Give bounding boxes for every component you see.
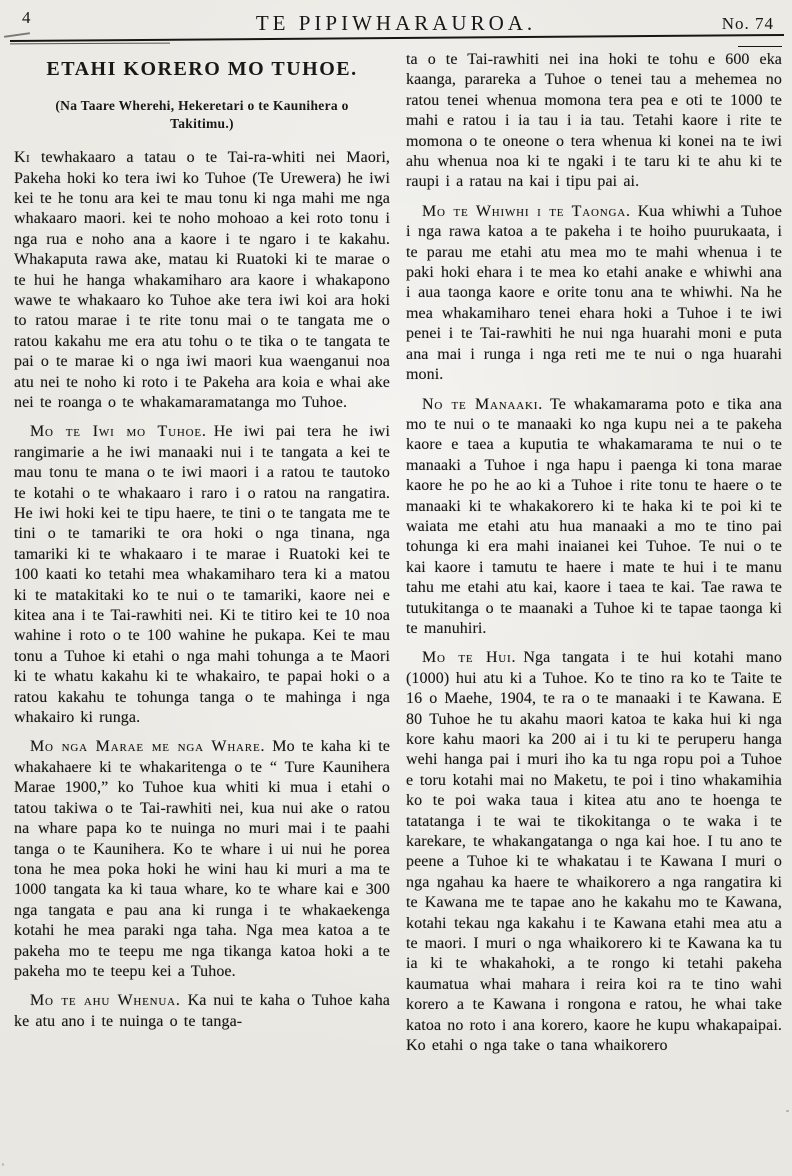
paragraph: Mo te Whiwhi i te Taonga. Kua whiwhi a Tuhoe i nga rawa katoa a te pakeha i te hoiho puurukaata, i te parau me etahi atu mea mo te mahi whenua i te paki hoki ehara i te mea ko etahi anake e whiwhi ana i aua taonga kaore e orite tonu ana te whiwhi. Na he mea whakamiharo tenei ehara hoki a Tuhoe i te iwi penei i te Tai-rawhiti he nui nga huarahi moni e puta ana mai i runga i nga reti me te nui o nga huarahi moni. <box>406 202 782 384</box>
section-heading: Mo te Iwi mo Tuhoe. <box>30 423 207 441</box>
issue-underline <box>738 46 782 47</box>
paragraph: ta o te Tai-rawhiti nei ina hoki te tohu e 600 eka kaanga, parareka a Tuhoe o tenei tau a mehemea no ratou tenei whenua momona tera pea e oti te 1000 te mahi e ratou i ia tau i ia tau. Tetahi kaore i rite te momona o te oneone o tera whenua ki konei na te iwi ahu whenua noa ki te ngaki i te taru ki te ahu ki te raupi i a ratau na kai i tipu pai ai. <box>406 51 782 191</box>
scan-artifact <box>786 1110 789 1112</box>
paragraph: Mo te Hui. Nga tangata i te hui kotahi mano (1000) hui atu ki a Tuhoe. Ko te tino ra ko te Taite te 16 o Maehe, 1904, te ra o te manaaki i te Kawana. E 80 Tuhoe he tu akahu maori katoa te kaka hui ki nga kore kahu maori ka 200 ai i tu ki te peruperu hanga wehi hanga pai i muri iho ka tu nga ropu poi a Tuhoe e toru kotahi mai no Maketu, te poi i tino whakamihia ko te poi waka taua i kitea atu ano te hoenga te tatatanga i te wai te tikokitanga o te waka i te karekare, te whakangatanga o nga kai hoe. I tu ano te peene a Tuhoe ki te whakatau i te Kawana I muri o nga ngahau ka haere te whaikorero a nga rangatira ki te Kawana me te tapae ano he kakahu mo te Kawana, kotahi tekau nga kakahu i te Kawana etahi mea atu a te maori. I muri o nga whaikorero ki te Kawana ka tu ia ki te whakahoki, a te rongo ki tetahi pakeha kaumatua whai mahara i reira koi ra te tino wahi korero a te Kawana i rongona e ratou, he whai take katoa no roto i ana korero, kaore he kupu whakapaipai. Ko etahi o nga take o tana whaikorero <box>406 649 782 1055</box>
paragraph: Ki tewhakaaro a tatau o te Tai-ra-whiti nei Maori, Pakeha hoki ko tera iwi ko Tuhoe (Te Urewera) he iwi kei te he tonu ara kei te mau tonu ki nga mahi me nga whakaaro maori. kei te noho mohoao a kei roto tonu i nga rua e noho ana a kaore i te ngaro i te kakahu. Whakaputa rawa ake, matau ki Ruatoki ki te marae o te hui he hanga whakamiharo ara kaore i whakapono wawe te whakaaro ko Tuhoe ake tera iwi koi ara hoki to ratou marae i te rite tonu mai o te tangata me o ratou kakahu me era atu tohu o te tika o te tangata te pai o te marae ki o nga iwi maori kua waenganui noa atu nei te noho ki roto i te Pakeha ara koia e whai ake nei te roanga o te whakamaramatanga mo Tuhoe. <box>14 149 391 411</box>
right-column-text <box>406 50 782 1057</box>
section-heading: No te Manaaki. <box>422 395 544 413</box>
masthead-title: TE PIPIWHARAUROA. <box>255 11 537 35</box>
article-title: ETAHI KORERO MO TUHOE. <box>46 58 358 80</box>
paragraph: Mo nga Marae me nga Whare. Mo te kaha ki te whakahaere ki te whakaritenga o te “ Ture Kaunihera Marae 1900,” ko Tuhoe kua whiti ki mua i etahi o tatou takiwa o te Tai-rawhiti nei, kua nui ake o ratou na whare papa ko te nuinga no muri mai i te paahi tanga o te Kaunihera. Ko te whare i ui nui he porea tona he mea poka hoki he wini hau ki muri a ma te 1000 tangata ka ki taua whare, ko te whare kai e 300 nga tangata e pau ana ki runga i te whakaekenga kotahi he mea paraki nga taha. Nga mea katoa a te pakeha mo te teepu me nga tikanga katoa hoki a te pakeha mo te teepu kei a Tuhoe. <box>14 738 390 980</box>
paragraph: Mo te ahu Whenua. Ka nui te kaha o Tuhoe kaha ke atu ano i te nuinga o te tanga- <box>14 992 390 1030</box>
section-heading: Mo te ahu Whenua. <box>30 992 181 1010</box>
issue-number: No. 74 <box>721 14 774 33</box>
article-byline: (Na Taare Wherehi, Hekeretari o te Kaunihera o Takitimu.) <box>55 98 349 131</box>
page-number: 4 <box>22 8 31 27</box>
article-body <box>0 40 792 1066</box>
right-column <box>406 50 782 1066</box>
section-heading: Mo nga Marae me nga Whare. <box>30 738 266 756</box>
scan-artifact <box>2 1163 4 1166</box>
section-heading: Mo te Hui. <box>422 649 517 667</box>
section-heading: Mo te Whiwhi i te Taonga. <box>422 202 631 220</box>
left-column <box>14 50 390 1066</box>
paragraph: Mo te Iwi mo Tuhoe. He iwi pai tera he iwi rangimarie a he iwi manaaki nui i te tangata a kei te mau tonu te mana o te iwi maori i a ratou te tautoko te kotahi o te whakaaro i raro i o ratou na rangatira. He iwi hoki kei te tipu haere, te tini o te tangata me te tini o te tamariki te ora hoki o nga tinana, nga tamariki ki te whakaaro i te marae i Ruatoki kei te 100 kaati ko tetahi mea whakamiharo tera ki a matou ki te matakitaki ko te nui o te tamariki, kaore nei e kitea ana i te Tai-rawhiti nei. Ki te titiro kei te 10 noa wahine i roto o te 100 wahine he pukapa. Kei te mau tonu a Tuhoe ki etahi o nga mahi tohunga a te Maori ki te whatu kakahu ki te whakairo, te papai hoki o a ratou kakahu te tohunga tanga o te mahinga i nga whakairo ki runga. <box>14 423 390 727</box>
paragraph: No te Manaaki. Te whakamarama poto e tika ana mo te nui o te manaaki ko nga kupu nei a te pakeha kaore e taea a kuputia te whakamarama te nui o te manaaki a Tuhoe i nga hapu i paenga ki tona marae kaore he po he ao ki a Tuhoe i rite tonu te haere o te manaaki ki te whakakorero ki te haka ki te poi ki te waiata me etahi atu hua manaaki a mo te tino pai tohunga ki era mahi inaianei kei Tuhoe. Te nui o te kai kaore i tamutu te haere i mate te hui i te manu tahu me etahi atu kai, kaore i taea te kai. Tae rawa te tutukitanga o te maanaki a Tuhoe ki te tapae taonga ki te manuhiri. <box>406 395 783 637</box>
left-column-text <box>14 148 390 1032</box>
lead-capitals: Ki <box>14 149 31 167</box>
